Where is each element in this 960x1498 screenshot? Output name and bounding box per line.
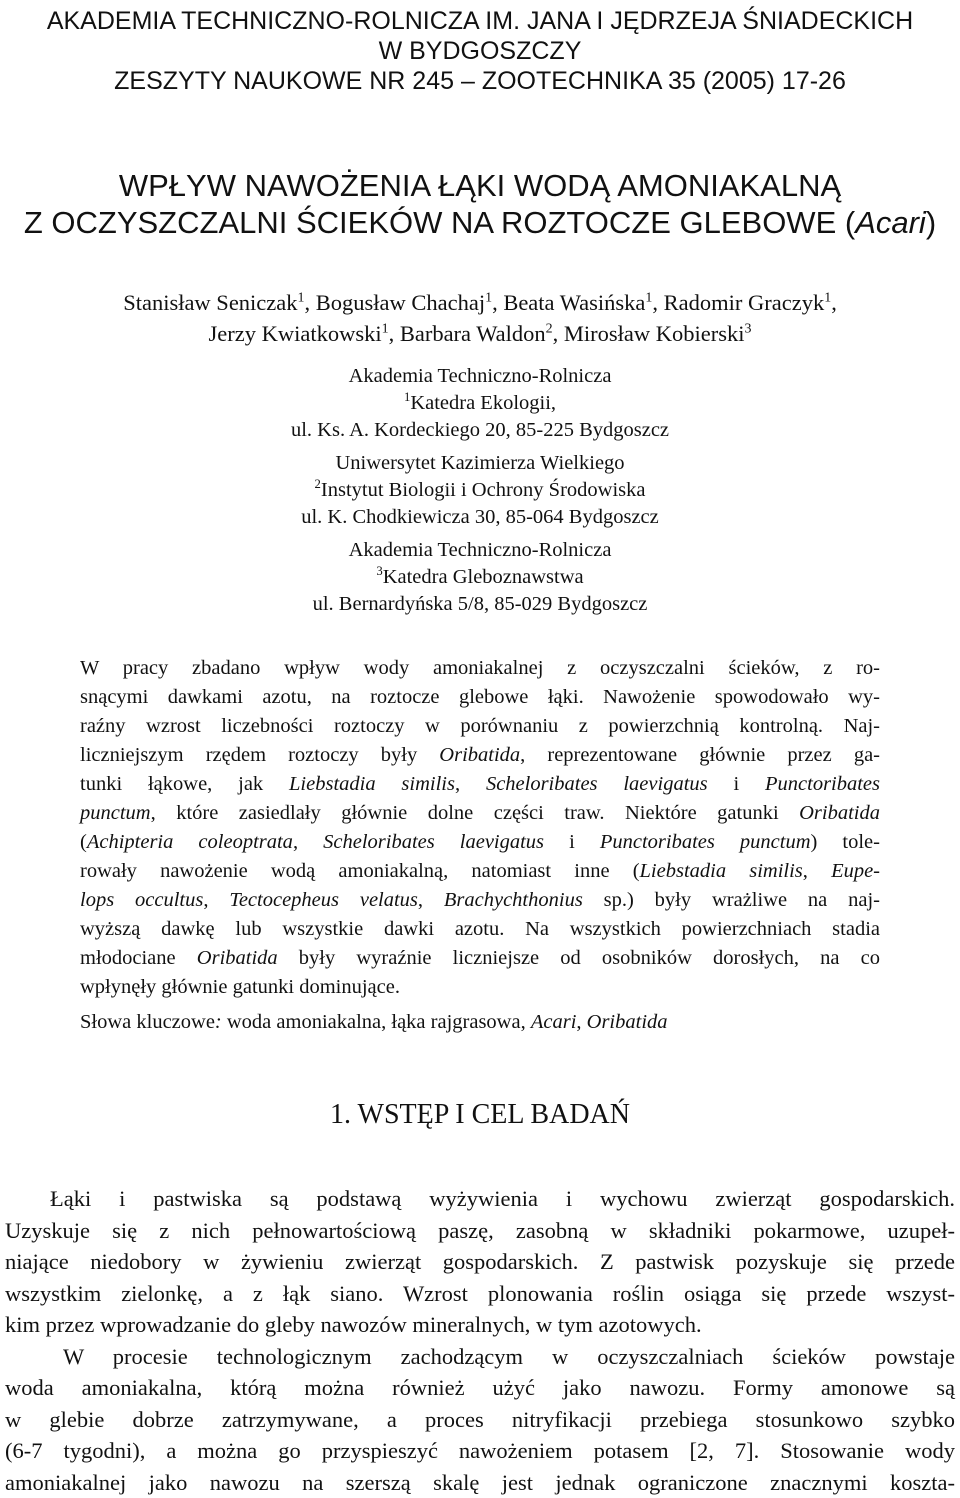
header-line-institution: AKADEMIA TECHNICZNO-ROLNICZA IM. JANA I JĘDRZEJA ŚNIADECKICH <box>0 6 960 36</box>
keywords-colon: : <box>215 1011 222 1033</box>
body-line: W procesie technologicznym zachodzącym w oczyszczalniach ścieków powstaje <box>5 1341 955 1373</box>
body-line: Uzyskuje się z nich pełnowartościową paszę, zasobną w składniki pokarmowe, uzupeł- <box>5 1215 955 1247</box>
author-name: Mirosław Kobierski <box>564 321 745 346</box>
author-name: Barbara Waldon <box>400 321 546 346</box>
affiliation-address: ul. K. Chodkiewicza 30, 85-064 Bydgoszcz <box>0 504 960 531</box>
affiliation-unit <box>0 477 960 504</box>
body-line: (6-7 tygodni), a można go przyspieszyć nawożeniem potasem [2, 7]. Stosowanie wody <box>5 1435 955 1467</box>
affiliation-institution: Akademia Techniczno-Rolnicza <box>0 537 960 564</box>
title-taxon: Acari <box>855 205 926 240</box>
abstract-line: punctum, które zasiedlały głównie dolne części traw. Niektóre gatunki Oribatida <box>80 799 880 828</box>
author-name: Bogusław Chachaj <box>316 290 485 315</box>
affiliation-list <box>0 363 960 618</box>
author-affil-mark: 1 <box>382 322 389 337</box>
author-affil-mark: 1 <box>824 291 831 306</box>
abstract-line: snącymi dawkami azotu, na roztocze glebowe łąki. Nawożenie spowodowało wy- <box>80 683 880 712</box>
affiliation-unit-text: Katedra Gleboznawstwa <box>383 566 584 588</box>
body-text <box>5 1183 955 1498</box>
author-name: Radomir Graczyk <box>664 290 825 315</box>
affiliation-unit <box>0 564 960 591</box>
abstract-line: W pracy zbadano wpływ wody amoniakalnej z oczyszczalni ścieków, z ro- <box>80 654 880 683</box>
abstract-line: liczniejszym rzędem roztoczy były Oribatida, reprezentowane głównie przez ga- <box>80 741 880 770</box>
keyword-oribatida: Oribatida <box>587 1011 668 1033</box>
abstract-line: młodociane Oribatida były wyraźnie liczniejsze od osobników dorosłych, na co <box>80 944 880 973</box>
abstract-line: (Achipteria coleoptrata, Scheloribates laevigatus i Punctoribates punctum) tole- <box>80 828 880 857</box>
abstract <box>80 654 880 1002</box>
title-line-1: WPŁYW NAWOŻENIA ŁĄKI WODĄ AMONIAKALNĄ <box>0 167 960 204</box>
body-line: w glebie dobrze zatrzymywane, a proces nitryfikacji przebiega stosunkowo szybko <box>5 1404 955 1436</box>
header-line-city: W BYDGOSZCZY <box>0 36 960 66</box>
body-line: niające niedobory w żywieniu zwierząt gospodarskich. Z pastwisk pozyskuje się przede <box>5 1246 955 1278</box>
title-line-2 <box>0 204 960 241</box>
body-line: wszystkim zielonkę, a z łąk siano. Wzrost plonowania roślin osiąga się przede wszyst- <box>5 1278 955 1310</box>
body-line: Łąki i pastwiska są podstawą wyżywienia i wychowu zwierząt gospodarskich. <box>5 1183 955 1215</box>
affiliation-mark: 2 <box>315 477 321 491</box>
author-name: Stanisław Seniczak <box>123 290 297 315</box>
author-affil-mark: 1 <box>485 291 492 306</box>
abstract-line: wyższą dawkę lub wszystkie dawki azotu. Na wszystkich powierzchniach stadia <box>80 915 880 944</box>
abstract-line: raźny wzrost liczebności roztoczy w porównaniu z powierzchnią kontrolną. Naj- <box>80 712 880 741</box>
keywords-text: woda amoniakalna, łąka rajgrasowa, <box>222 1011 531 1033</box>
journal-header <box>0 6 960 96</box>
affiliation-address: ul. Bernardyńska 5/8, 85-029 Bydgoszcz <box>0 591 960 618</box>
author-affil-mark: 1 <box>298 291 305 306</box>
author-line-1: Stanisław Seniczak$^1$, Bogusław Chachaj$^1$, Beata Wasińska$^1$, Radomir Graczyk$^1$, <box>0 287 960 318</box>
paper-title <box>0 167 960 241</box>
affiliation-unit-text: Katedra Ekologii, <box>410 392 556 414</box>
keyword-acari: Acari <box>531 1011 577 1033</box>
author-line-2: Jerzy Kwiatkowski$^1$, Barbara Waldon$^2$, Mirosław Kobierski$^3$ <box>0 318 960 349</box>
affiliation-unit-text: Instytut Biologii i Ochrony Środowiska <box>321 479 646 501</box>
affiliation-address: ul. Ks. A. Kordeckiego 20, 85-225 Bydgoszcz <box>0 417 960 444</box>
author-affil-mark: 3 <box>745 322 752 337</box>
affiliation-unit <box>0 390 960 417</box>
title-line-2-text: Z OCZYSZCZALNI ŚCIEKÓW NA ROZTOCZE GLEBOWE ( <box>24 205 855 240</box>
body-line: woda amoniakalna, którą można również użyć jako nawozu. Formy amonowe są <box>5 1372 955 1404</box>
header-line-journal: ZESZYTY NAUKOWE NR 245 – ZOOTECHNIKA 35 (2005) 17-26 <box>0 66 960 96</box>
abstract-line: tunki łąkowe, jak Liebstadia similis, Scheloribates laevigatus i Punctoribates <box>80 770 880 799</box>
author-name: Beata Wasińska <box>503 290 645 315</box>
affiliation-mark: 1 <box>404 390 410 404</box>
author-list <box>0 287 960 349</box>
section-heading: 1. WSTĘP I CEL BADAŃ <box>0 1097 960 1133</box>
author-name: Jerzy Kwiatkowski <box>209 321 382 346</box>
abstract-line: lops occultus, Tectocepheus velatus, Brachychthonius sp.) były wrażliwe na naj- <box>80 886 880 915</box>
body-line: amoniakalnej jako nawozu na szerszą skalę jest jednak ograniczone znacznymi koszta- <box>5 1467 955 1498</box>
keywords: Słowa kluczowe: woda amoniakalna, łąka rajgrasowa, Acari, Oribatida <box>80 1008 880 1037</box>
title-line-2-end: ) <box>926 205 936 240</box>
affiliation-institution: Uniwersytet Kazimierza Wielkiego <box>0 450 960 477</box>
affiliation-institution: Akademia Techniczno-Rolnicza <box>0 363 960 390</box>
body-line: kim przez wprowadzanie do gleby nawozów mineralnych, w tym azotowych. <box>5 1309 955 1341</box>
author-affil-mark: 1 <box>645 291 652 306</box>
keywords-label: Słowa kluczowe <box>80 1011 215 1033</box>
abstract-line: rowały nawożenie wodą amoniakalną, natomiast inne (Liebstadia similis, Eupe- <box>80 857 880 886</box>
author-affil-mark: 2 <box>546 322 553 337</box>
affiliation-mark: 3 <box>376 564 382 578</box>
abstract-line: wpłynęły głównie gatunki dominujące. <box>80 973 880 1002</box>
